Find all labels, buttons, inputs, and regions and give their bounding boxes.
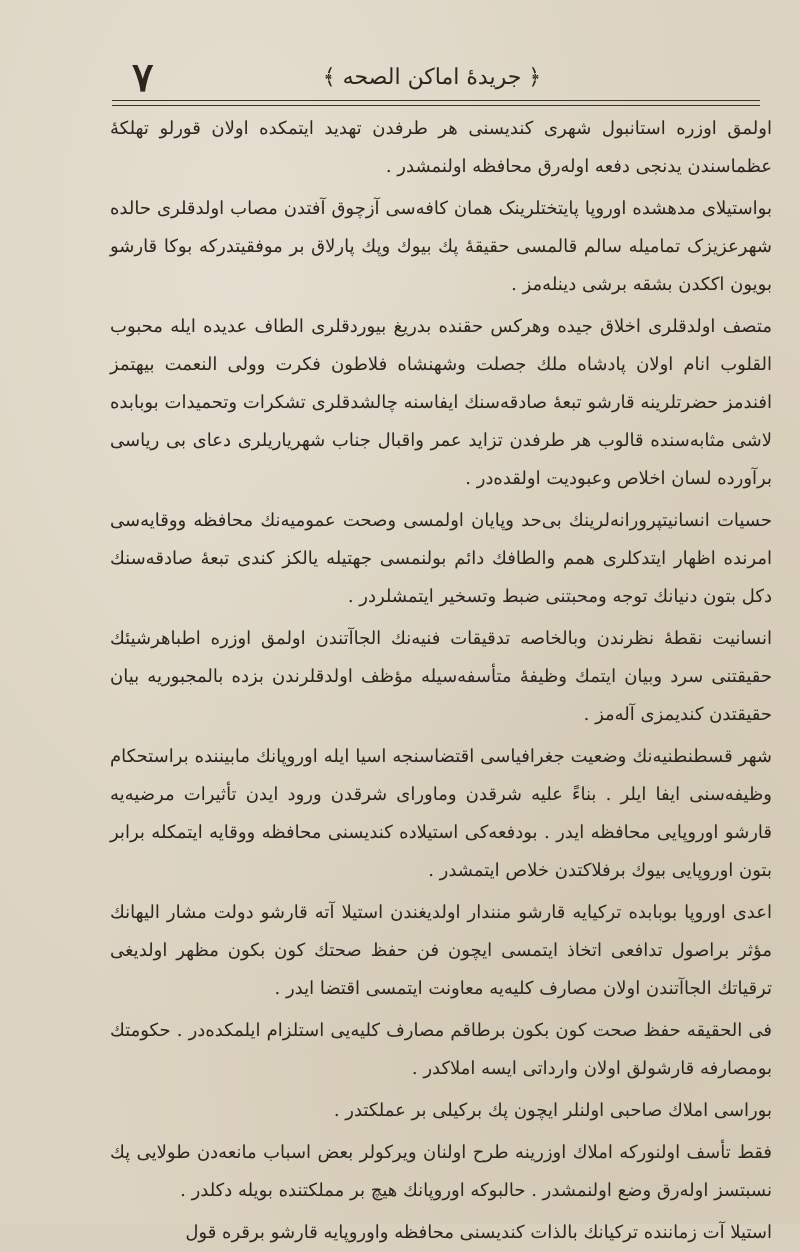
paragraph: بوراسی املاك صاحبی اولنلر ایچون پك برکیلی بر عملکتدر . xyxy=(333,1100,772,1121)
paragraph: اولمق اوزره استانبول شهری کندیسنی هر طرفدن تهدید ایتمکده اولان قورلو تهلکهٔ عظماسندن یدنجی دفعه اوله‌رق محافظه اولنمشدر . xyxy=(110,118,772,177)
paragraph: اعدی اوروپا بوبابده ترکیایه قارشو منندار اولدیغندن استیلا آته قارشو دولت مشار الیهانك مؤثر براصول تدافعی اتخاذ ایتمسی ایچون فن حفظ صحتك کون بکون مظهر اولدیغی ترقیاتك الجاآتندن اولان مصارف کلیه‌یه معاونت ایتمسی اقتضا ایدر . xyxy=(110,902,772,999)
paragraph: استیلا آت زماننده ترکیانك بالذات کندیسنی محافظه واوروپایه قارشو برقره قول xyxy=(185,1222,772,1243)
paragraph: بواستیلای مدهشده اوروپا پایتختلرینک همان کافه‌سی آزچوق آفتدن مصاب اولدقلری حالده شهرعزیزک تمامیله سالم قالمسی حقیقهٔ پك بیوك وپك پارلاق بر موفقیتدرکه بوکا قارشو بویون اککدن بشقه برشی دینله‌مز . xyxy=(110,198,772,295)
paragraph: فقط تأسف اولنورکه املاك اوزرینه طرح اولنان ویرکولر بعض اسباب مانعه‌دن طولایی پك نسبتسز اوله‌رق وضع اولنمشدر . حالبوکه اوروپانك هیچ بر مملکتنده بویله دکلدر . xyxy=(110,1142,772,1201)
paragraph: متصف اولدقلری اخلاق جیده وهرکس حقنده بدریغ بیوردقلری الطاف عدیده ایله محبوب القلوب انام اولان پادشاه ملك جصلت وشهنشاه فلاطون فکرت وولی النعمت بیهتمز افندمز حضرتلرینه قارشو تبعهٔ صادقه‌سنك ایفاسنه چالشدقلری تشکرات وتحمیدات بوبابده لاشی مثابه‌سنده قالوب هر طرفدن تزاید عمر واقبال جناب شهریاریلری دعای بی ریاسی برآورده لسان اخلاص وعبودیت اولقده‌در . xyxy=(110,316,772,489)
running-title: ﴿ جریدهٔ اماکن الصحه ﴾ xyxy=(322,65,542,90)
page-number: ٧ xyxy=(132,54,154,101)
paragraph: حسیات انسانیتپرورانه‌لرینك بی‌حد وپایان اولمسی وصحت عمومیه‌نك محافظه ووقایه‌سی امرنده اظهار ایتدکلری همم والطافك دائم بولنمسی جهتیله یالکز کندی تبعهٔ صادقه‌سنك دکل بتون دنیانك توجه ومحبتنی ضبط وتسخیر ایتمشلردر . xyxy=(110,510,772,607)
body-text xyxy=(110,110,772,1252)
paragraph: انسانیت نقطهٔ نظرندن وبالخاصه تدقیقات فنیه‌نك الجاآتندن اولمق اوزره اطباهرشیئك حقیقتنی سرد وبیان ایتمك وظیفهٔ متأسفه‌سیله مؤظف اولدقلرندن بزده بالمجبوریه بیان حقیقتدن کندیمزی آله‌مز . xyxy=(110,628,772,725)
paragraph: شهر قسطنطنیه‌نك وضعیت جغرافیاسی اقتضاسنجه اسیا ایله اوروپانك مابیننده براستحکام وظیفه‌سنی ایفا ایلر . بناءً علیه شرقدن وماورای شرقدن ورود ایدن تأثیرات مرضیه‌یه قارشو اوروپایی محافظه ایدر . بودفعه‌کی استیلاده کندیسنی محافظه ووقایه ایتمکله برابر بتون اوروپایی بیوك برفلاکتدن خلاص ایتمشدر . xyxy=(110,746,772,881)
paragraph: فی الحقیقه حفظ صحت کون بکون برطاقم مصارف کلیه‌یی استلزام ایلمکده‌در . حکومتك بومصارفه قارشولق اولان وارداتی ایسه املاکدر . xyxy=(110,1020,772,1079)
header-rule xyxy=(112,100,760,101)
header-rule-thin xyxy=(112,105,760,106)
page-header xyxy=(108,56,756,100)
